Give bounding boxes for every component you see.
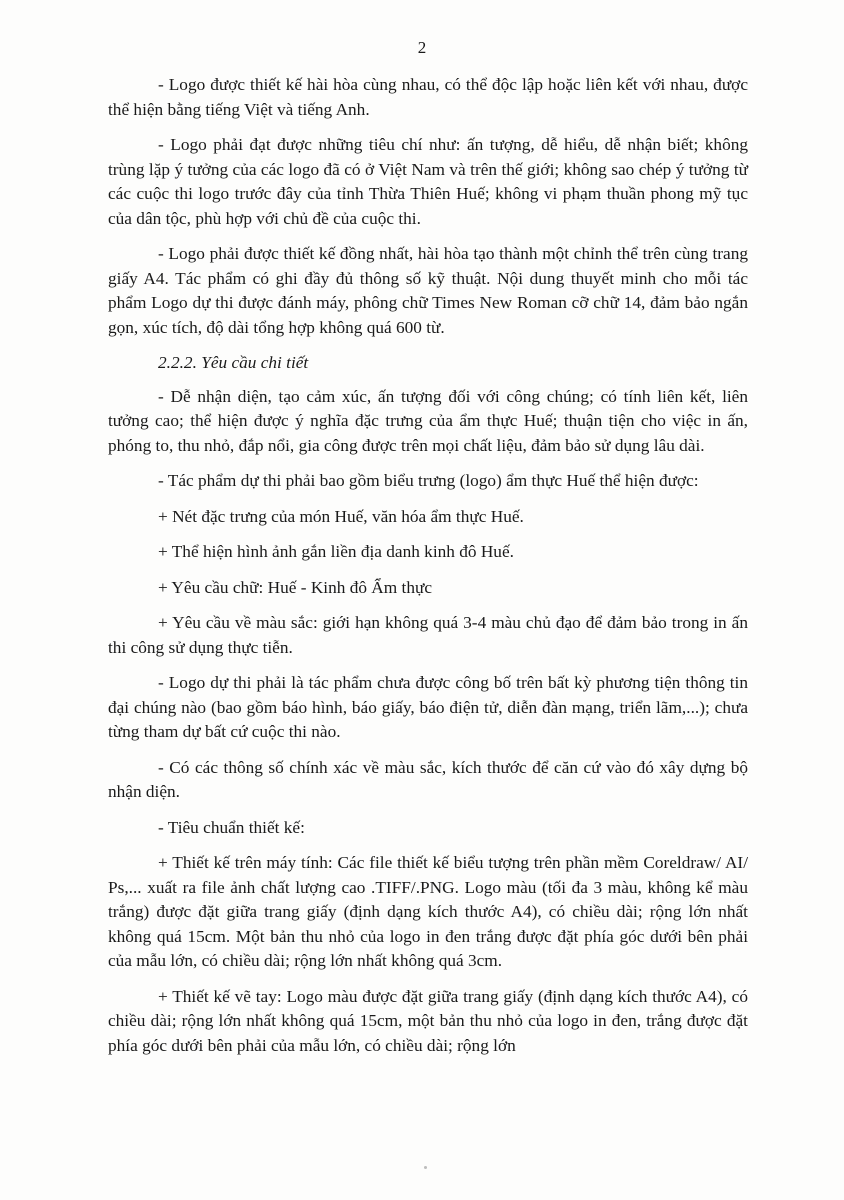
list-item-hue-capital: + Thể hiện hình ảnh gắn liền địa danh kinh đô Huế.	[158, 542, 514, 561]
paragraph-design-standards: - Tiêu chuẩn thiết kế:	[158, 817, 305, 837]
paragraph-logo-criteria: - Logo phải đạt được những tiêu chí như: ấn tượng, dễ hiểu, dễ nhận biết; không trùng lặp ý tưởng của các logo đã có ở Việt Nam và trên thế giới; không sao chép ý tưởng từ các cuộc thi logo trước đây của tỉnh Thừa Thiên Huế; không vi phạm thuần phong mỹ tục của dân tộc, phù hợp với chủ đề của cuộc thi.	[108, 135, 748, 228]
list-item-hand-design: + Thiết kế vẽ tay: Logo màu được đặt giữa trang giấy (định dạng kích thước A4), có chiều dài; rộng lớn nhất không quá 15cm, một bản thu nhỏ của logo in đen, trắng được đặt phía góc dưới bên phải của mẫu lớn, có chiều dài; rộng lớn	[108, 986, 748, 1055]
paragraph-entry-contents: - Tác phẩm dự thi phải bao gồm biểu trưng (logo) ẩm thực Huế thể hiện được:	[158, 471, 699, 490]
list-item-computer-design: + Thiết kế trên máy tính: Các file thiết kế biểu tượng trên phần mềm Coreldraw/ AI/ Ps,... xuất ra file ảnh chất lượng cao .TIFF/.PNG. Logo màu (tối đa 3 màu, không kể màu trắng) được đặt giữa trang giấy (định dạng kích thước A4), có chiều dài; rộng lớn nhất không quá 15cm. Một bản thu nhỏ của logo in đen trắng được đặt phía góc dưới bên phải của mẫu lớn, có chiều dài; rộng lớn nhất không quá 3cm.	[108, 853, 748, 970]
list-item-color-requirement: + Yêu cầu về màu sắc: giới hạn không quá 3-4 màu chủ đạo để đảm bảo trong in ấn thi công sử dụng thực tiễn.	[108, 613, 748, 657]
list-item-hue-dishes: + Nét đặc trưng của món Huế, văn hóa ẩm thực Huế.	[158, 506, 524, 526]
scan-dot	[424, 1166, 427, 1169]
paragraph-logo-uniform: - Logo phải được thiết kế đồng nhất, hài hòa tạo thành một chỉnh thể trên cùng trang giấy A4. Tác phẩm có ghi đầy đủ thông số kỹ thuật. Nội dung thuyết minh cho mỗi tác phẩm Logo dự thi được đánh máy, phông chữ Times New Roman cỡ chữ 14, đảm bảo ngắn gọn, xúc tích, độ dài tổng hợp không quá 600 từ.	[108, 244, 748, 337]
paragraph-specifications: - Có các thông số chính xác về màu sắc, kích thước để căn cứ vào đó xây dựng bộ nhận diện.	[108, 757, 748, 801]
document-body	[108, 73, 748, 1069]
section-heading-detailed-requirements: 2.2.2. Yêu cầu chi tiết	[158, 353, 309, 372]
paragraph-recognizable: - Dễ nhận diện, tạo cảm xúc, ấn tượng đối với công chúng; có tính liên kết, liên tưởng cao; thể hiện được ý nghĩa đặc trưng của ẩm thực Huế; thuận tiện cho việc in ấn, phóng to, thu nhỏ, đắp nổi, gia công được trên mọi chất liệu, đảm bảo sử dụng lâu dài.	[108, 386, 748, 455]
page-number: 2	[417, 38, 427, 57]
list-item-text-requirement: + Yêu cầu chữ: Huế - Kinh đô Ẩm thực	[158, 577, 433, 597]
paragraph-unpublished: - Logo dự thi phải là tác phẩm chưa được công bố trên bất kỳ phương tiện thông tin đại chúng nào (bao gồm báo hình, báo giấy, báo điện tử, diễn đàn mạng, triển lãm,...); chưa từng tham dự bất cứ cuộc thi nào.	[108, 673, 748, 741]
paragraph-logo-harmony: - Logo được thiết kế hài hòa cùng nhau, có thể độc lập hoặc liên kết với nhau, được thể hiện bằng tiếng Việt và tiếng Anh.	[108, 75, 748, 119]
